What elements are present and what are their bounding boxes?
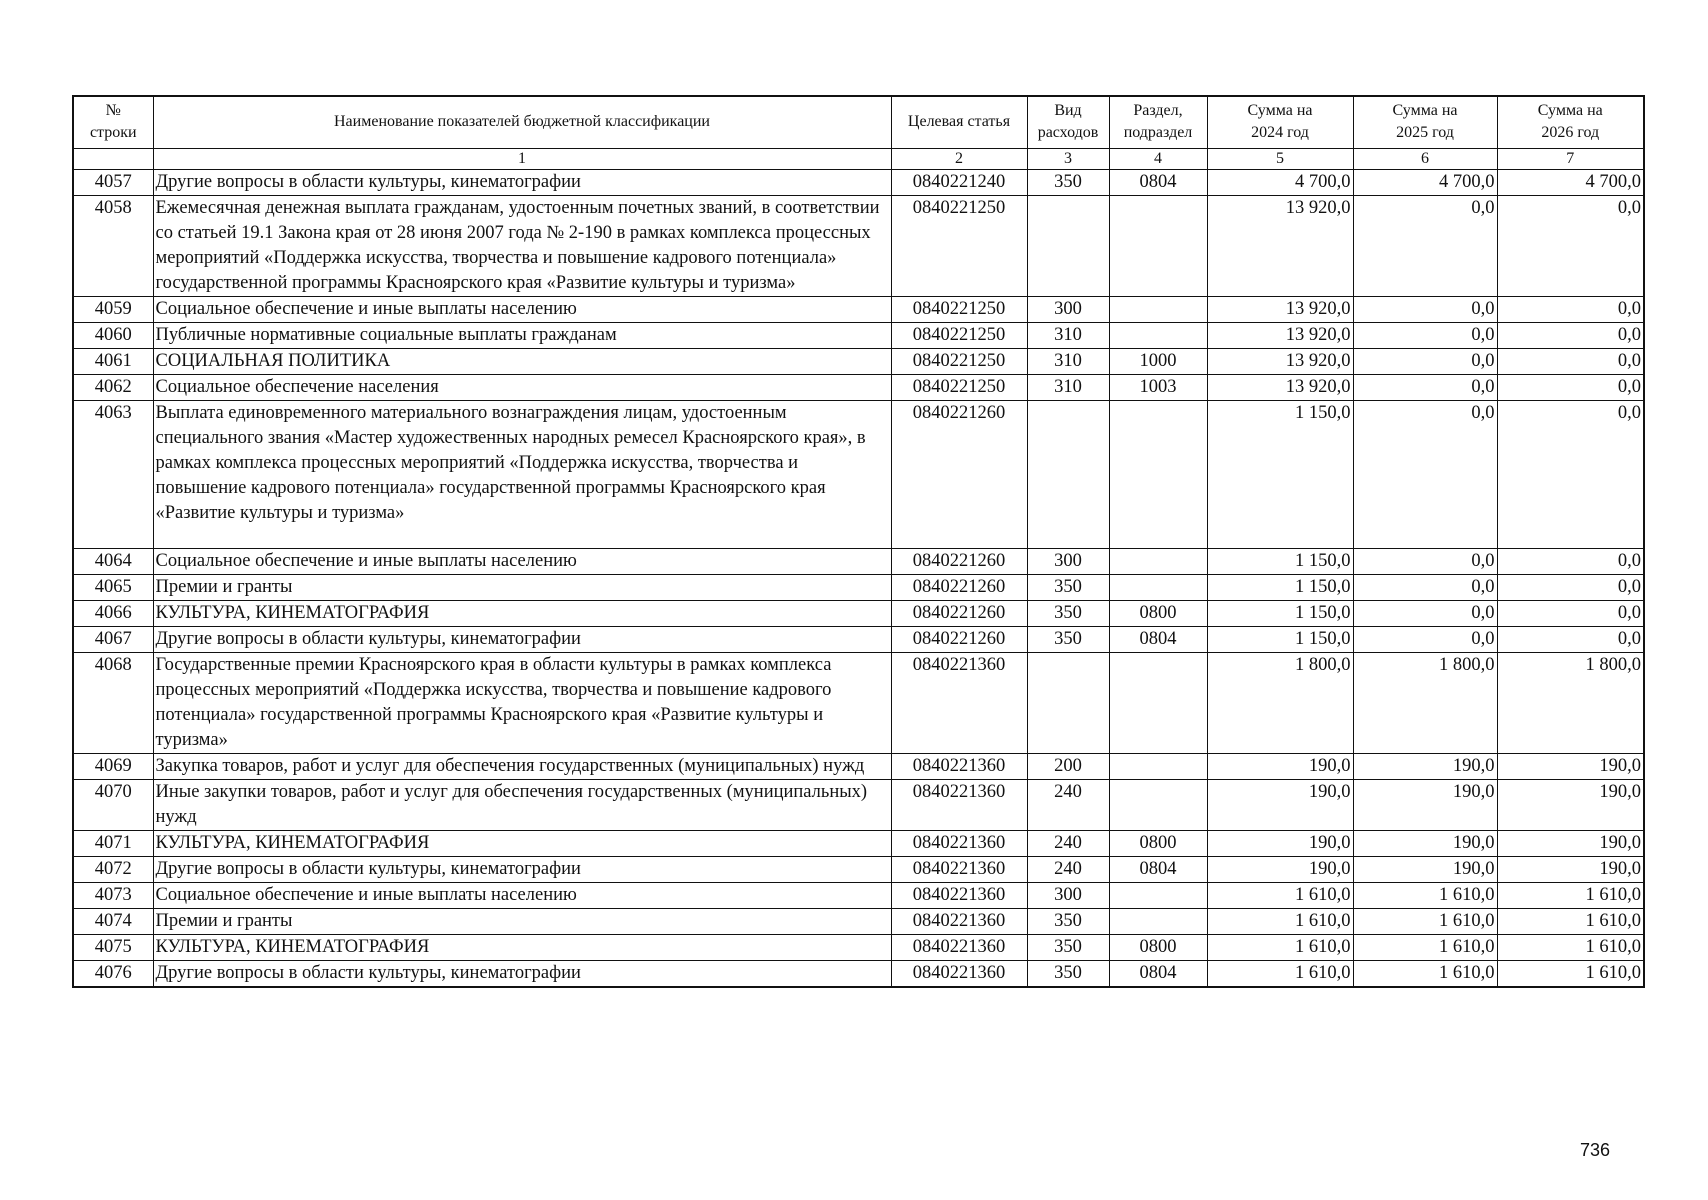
column-number: 1 [153,148,891,169]
table-row [73,753,1644,779]
row-name: Премии и гранты [153,908,891,934]
row-name: Другие вопросы в области культуры, кинематографии [153,169,891,195]
row-expense-kind [1027,400,1109,548]
row-sum-2025: 1 610,0 [1353,934,1497,960]
row-sum-2024: 13 920,0 [1207,348,1353,374]
row-name: Выплата единовременного материального вознаграждения лицам, удостоенным специального звания «Мастер художественных народных ремесел Красноярского края», в рамках комплекса процессных мероприятий «Поддержка искусства, творчества и повышение кадрового потенциала» государственной программы Красноярского края «Развитие культуры и туризма» [153,400,891,548]
row-sum-2026: 0,0 [1497,322,1644,348]
table-row [73,296,1644,322]
table-row [73,960,1644,987]
table-row [73,908,1644,934]
row-number: 4068 [73,652,153,753]
row-expense-kind: 350 [1027,960,1109,987]
row-number: 4060 [73,322,153,348]
row-target-article: 0840221260 [891,400,1027,548]
row-section: 0804 [1109,169,1207,195]
row-expense-kind: 240 [1027,830,1109,856]
row-sum-2024: 190,0 [1207,779,1353,830]
row-sum-2025: 1 610,0 [1353,882,1497,908]
row-target-article: 0840221250 [891,348,1027,374]
row-target-article: 0840221360 [891,882,1027,908]
row-sum-2025: 0,0 [1353,322,1497,348]
row-expense-kind: 350 [1027,600,1109,626]
table-row [73,830,1644,856]
row-name: КУЛЬТУРА, КИНЕМАТОГРАФИЯ [153,600,891,626]
row-number: 4072 [73,856,153,882]
row-expense-kind: 350 [1027,574,1109,600]
row-target-article: 0840221360 [891,960,1027,987]
row-section [1109,652,1207,753]
row-sum-2025: 0,0 [1353,574,1497,600]
row-sum-2024: 1 610,0 [1207,882,1353,908]
row-sum-2024: 190,0 [1207,830,1353,856]
row-name: СОЦИАЛЬНАЯ ПОЛИТИКА [153,348,891,374]
row-name: КУЛЬТУРА, КИНЕМАТОГРАФИЯ [153,830,891,856]
table-row [73,400,1644,548]
row-sum-2026: 1 610,0 [1497,908,1644,934]
row-section: 0800 [1109,934,1207,960]
column-number: 2 [891,148,1027,169]
row-name: Другие вопросы в области культуры, кинематографии [153,626,891,652]
row-section [1109,574,1207,600]
row-number: 4073 [73,882,153,908]
row-section: 0804 [1109,856,1207,882]
row-sum-2024: 1 610,0 [1207,908,1353,934]
row-expense-kind [1027,195,1109,296]
row-sum-2024: 13 920,0 [1207,374,1353,400]
row-sum-2025: 0,0 [1353,600,1497,626]
row-sum-2025: 1 610,0 [1353,908,1497,934]
header-sum-2026: Сумма на 2026 год [1497,96,1644,148]
row-target-article: 0840221360 [891,934,1027,960]
row-sum-2024: 1 800,0 [1207,652,1353,753]
row-name: Другие вопросы в области культуры, кинематографии [153,856,891,882]
row-section [1109,882,1207,908]
row-sum-2024: 1 150,0 [1207,548,1353,574]
row-number: 4075 [73,934,153,960]
row-sum-2025: 1 610,0 [1353,960,1497,987]
row-name: Другие вопросы в области культуры, кинематографии [153,960,891,987]
row-sum-2026: 190,0 [1497,830,1644,856]
row-expense-kind: 310 [1027,374,1109,400]
row-expense-kind: 310 [1027,348,1109,374]
row-expense-kind: 350 [1027,169,1109,195]
row-sum-2024: 13 920,0 [1207,322,1353,348]
row-sum-2024: 1 150,0 [1207,400,1353,548]
row-target-article: 0840221240 [891,169,1027,195]
row-sum-2024: 1 150,0 [1207,626,1353,652]
row-number: 4070 [73,779,153,830]
row-target-article: 0840221360 [891,908,1027,934]
row-sum-2026: 0,0 [1497,626,1644,652]
row-name: Иные закупки товаров, работ и услуг для обеспечения государственных (муниципальных) нужд [153,779,891,830]
row-number: 4067 [73,626,153,652]
table-row [73,779,1644,830]
header-row [73,96,1644,148]
row-number: 4058 [73,195,153,296]
row-number: 4063 [73,400,153,548]
row-sum-2026: 1 610,0 [1497,960,1644,987]
row-sum-2024: 1 150,0 [1207,600,1353,626]
row-expense-kind: 350 [1027,626,1109,652]
table-row [73,548,1644,574]
header-name: Наименование показателей бюджетной классификации [153,96,891,148]
column-number [73,148,153,169]
row-number: 4064 [73,548,153,574]
row-name: Закупка товаров, работ и услуг для обеспечения государственных (муниципальных) нужд [153,753,891,779]
row-target-article: 0840221250 [891,296,1027,322]
table-row [73,856,1644,882]
row-sum-2024: 13 920,0 [1207,296,1353,322]
row-number: 4057 [73,169,153,195]
row-expense-kind: 240 [1027,856,1109,882]
row-name: Ежемесячная денежная выплата гражданам, удостоенным почетных званий, в соответствии со статьей 19.1 Закона края от 28 июня 2007 года № 2-190 в рамках комплекса процессных мероприятий «Поддержка искусства, творчества и повышение кадрового потенциала» государственной программы Красноярского края «Развитие культуры и туризма» [153,195,891,296]
row-sum-2024: 190,0 [1207,753,1353,779]
row-sum-2024: 4 700,0 [1207,169,1353,195]
table-row [73,322,1644,348]
row-sum-2026: 0,0 [1497,374,1644,400]
row-target-article: 0840221360 [891,830,1027,856]
table-row [73,574,1644,600]
table-body [73,169,1644,987]
row-expense-kind: 350 [1027,934,1109,960]
row-name: Социальное обеспечение населения [153,374,891,400]
row-number: 4069 [73,753,153,779]
row-section [1109,195,1207,296]
row-sum-2026: 1 610,0 [1497,934,1644,960]
row-section: 1000 [1109,348,1207,374]
row-name: Социальное обеспечение и иные выплаты населению [153,548,891,574]
row-sum-2026: 0,0 [1497,600,1644,626]
row-sum-2025: 1 800,0 [1353,652,1497,753]
row-sum-2026: 0,0 [1497,348,1644,374]
row-number: 4076 [73,960,153,987]
row-section [1109,908,1207,934]
row-sum-2025: 190,0 [1353,779,1497,830]
table-row [73,600,1644,626]
row-sum-2025: 190,0 [1353,830,1497,856]
column-numbers-row [73,148,1644,169]
row-expense-kind: 300 [1027,548,1109,574]
row-section [1109,296,1207,322]
row-target-article: 0840221250 [891,195,1027,296]
table-row [73,934,1644,960]
column-number: 4 [1109,148,1207,169]
row-sum-2025: 4 700,0 [1353,169,1497,195]
row-sum-2026: 1 610,0 [1497,882,1644,908]
row-sum-2025: 0,0 [1353,626,1497,652]
header-section: Раздел, подраздел [1109,96,1207,148]
row-sum-2026: 1 800,0 [1497,652,1644,753]
row-expense-kind: 300 [1027,296,1109,322]
row-sum-2025: 0,0 [1353,400,1497,548]
row-sum-2024: 1 150,0 [1207,574,1353,600]
page-number: 736 [1580,1140,1611,1160]
row-number: 4066 [73,600,153,626]
row-target-article: 0840221250 [891,322,1027,348]
row-sum-2025: 0,0 [1353,374,1497,400]
table-row [73,195,1644,296]
row-sum-2026: 0,0 [1497,400,1644,548]
row-sum-2024: 13 920,0 [1207,195,1353,296]
row-number: 4074 [73,908,153,934]
row-target-article: 0840221360 [891,779,1027,830]
row-sum-2026: 0,0 [1497,195,1644,296]
row-target-article: 0840221360 [891,856,1027,882]
row-sum-2026: 0,0 [1497,548,1644,574]
row-sum-2026: 190,0 [1497,779,1644,830]
row-sum-2026: 0,0 [1497,574,1644,600]
row-sum-2025: 190,0 [1353,753,1497,779]
row-sum-2025: 0,0 [1353,548,1497,574]
row-name: Премии и гранты [153,574,891,600]
row-sum-2024: 190,0 [1207,856,1353,882]
row-target-article: 0840221360 [891,753,1027,779]
row-target-article: 0840221360 [891,652,1027,753]
row-expense-kind: 200 [1027,753,1109,779]
column-number: 7 [1497,148,1644,169]
row-sum-2026: 190,0 [1497,856,1644,882]
row-number: 4071 [73,830,153,856]
table-row [73,626,1644,652]
row-sum-2026: 190,0 [1497,753,1644,779]
header-kind: Вид расходов [1027,96,1109,148]
row-number: 4059 [73,296,153,322]
column-number: 3 [1027,148,1109,169]
row-section: 0804 [1109,960,1207,987]
row-number: 4062 [73,374,153,400]
row-name: Государственные премии Красноярского края в области культуры в рамках комплекса процессных мероприятий «Поддержка искусства, творчества и повышение кадрового потенциала» государственной программы Красноярского края «Развитие культуры и туризма» [153,652,891,753]
row-sum-2025: 0,0 [1353,348,1497,374]
row-sum-2025: 0,0 [1353,195,1497,296]
row-expense-kind: 310 [1027,322,1109,348]
row-name: Социальное обеспечение и иные выплаты населению [153,296,891,322]
row-sum-2024: 1 610,0 [1207,934,1353,960]
table-row [73,169,1644,195]
row-number: 4065 [73,574,153,600]
header-row-no: № строки [73,96,153,148]
row-sum-2024: 1 610,0 [1207,960,1353,987]
budget-table [72,95,1645,988]
row-target-article: 0840221260 [891,626,1027,652]
row-section [1109,400,1207,548]
row-section: 1003 [1109,374,1207,400]
row-sum-2025: 190,0 [1353,856,1497,882]
row-section: 0804 [1109,626,1207,652]
row-sum-2026: 4 700,0 [1497,169,1644,195]
column-number: 6 [1353,148,1497,169]
row-name: Публичные нормативные социальные выплаты гражданам [153,322,891,348]
row-target-article: 0840221250 [891,374,1027,400]
row-name: Социальное обеспечение и иные выплаты населению [153,882,891,908]
row-sum-2025: 0,0 [1353,296,1497,322]
row-expense-kind: 300 [1027,882,1109,908]
row-expense-kind [1027,652,1109,753]
row-target-article: 0840221260 [891,574,1027,600]
row-sum-2026: 0,0 [1497,296,1644,322]
row-section [1109,322,1207,348]
row-expense-kind: 350 [1027,908,1109,934]
row-section: 0800 [1109,600,1207,626]
row-expense-kind: 240 [1027,779,1109,830]
row-target-article: 0840221260 [891,600,1027,626]
row-target-article: 0840221260 [891,548,1027,574]
table-row [73,882,1644,908]
table-row [73,374,1644,400]
table-row [73,652,1644,753]
header-target: Целевая статья [891,96,1027,148]
budget-sheet [72,95,1643,988]
row-name: КУЛЬТУРА, КИНЕМАТОГРАФИЯ [153,934,891,960]
row-section [1109,779,1207,830]
row-number: 4061 [73,348,153,374]
row-section: 0800 [1109,830,1207,856]
row-section [1109,548,1207,574]
table-row [73,348,1644,374]
row-section [1109,753,1207,779]
header-sum-2025: Сумма на 2025 год [1353,96,1497,148]
header-sum-2024: Сумма на 2024 год [1207,96,1353,148]
column-number: 5 [1207,148,1353,169]
